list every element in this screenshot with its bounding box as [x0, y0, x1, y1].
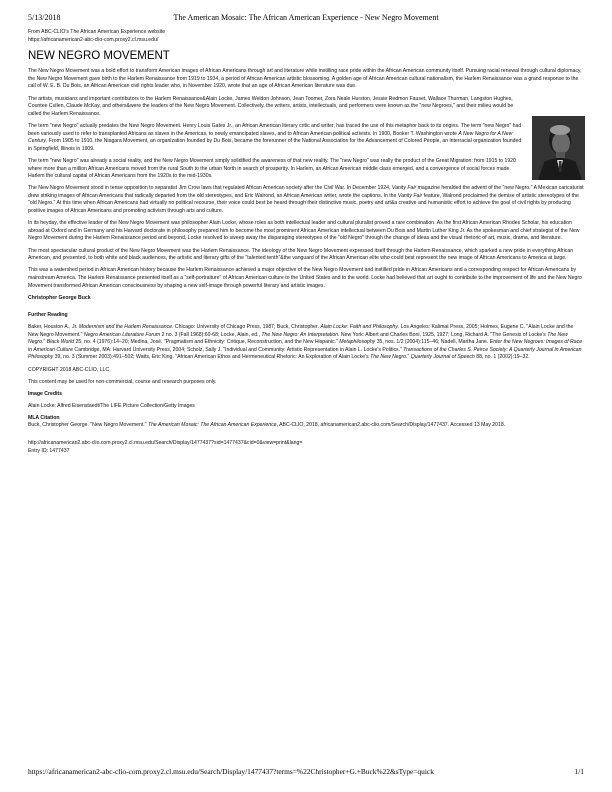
- portrait-image: [532, 116, 585, 180]
- magazine-title: Vanity Fair: [391, 185, 417, 192]
- footer-url: https://africanamerican2-abc-clio-com.proxy2.cl.msu.edu/Search/Display/1477437?terms=%22Christopher+G.+Buck%22&sType=quick: [28, 767, 434, 776]
- print-link-url[interactable]: http://africanamerican2.abc-clio.com.proxy2.cl.msu.edu/Search/Display/1477437?sid=1477437&cid=0&view=print&lang=: [28, 440, 303, 447]
- book-title: A New Negro for A New Century: [28, 130, 513, 145]
- article-paragraph: [28, 123, 585, 153]
- author-name: Christopher George Buck: [28, 294, 91, 301]
- document-body: [28, 29, 585, 456]
- article-paragraph: [28, 185, 585, 215]
- text-run: The term "new Negro" actually predates the New Negro Movement. Henry Louis Gates Jr., an African American literary critic and writer, has traced the use of this metaphor back to its origins. The term "new Negro" had been variously used to refer to transplanted Africans as slaves in the Americas, to newly emancipated slaves, and to African American political activists. In 1900, Booker T. Washington wrote: [28, 122, 522, 137]
- print-footer: [28, 767, 584, 779]
- article-paragraph: This was a watershed period in African American history because the Harlem Renaissance achieved a major objective of the New Negro Movement and instilled pride in African Americans and a corresponding respect for African Americans by mainstream America. The Harlem Renaissance presented itself as a "self-portraiture" of African American culture to the United States and to the world. Locke had believed that art ought to contribute to the improvement of life and the New Negro Movement transformed African American consciousness by shaping a new self-image through powerful literary and artistic images.: [28, 267, 582, 289]
- text-run: feature, Walrond proclaimed the demise of artistic stereotypes of the "old Negro." At this time when African Americans had virtually no political recourse, their voice could best be heard through their distinctive music, poetry and art&a creative and humanistic effort to achieve the goal of civil rights by producing positive images of African Americans and promoting activism through arts and culture.: [28, 192, 579, 215]
- print-header: [28, 13, 584, 25]
- page-number: 1/1: [574, 767, 584, 776]
- further-reading-heading: Further Reading: [28, 312, 68, 319]
- print-date: 5/13/2018: [28, 13, 61, 22]
- magazine-title: Vanity Fair: [397, 192, 423, 199]
- article-title: NEW NEGRO MOVEMENT: [28, 50, 170, 63]
- article-paragraph: The term "new Negro" was already a social reality, and the New Negro Movement simply solidified the awareness of that new reality. The "new Negro" was really the product of the Great Migration: from 1915 to 1920 where more than a million African Americans moved from the rural South to the urban North in search of prosperity. In Harlem, an African American middle class emerged, and a convergence of social forces made Harlem the cultural capital of African Americans from the 1920s to the mid-1930s.: [28, 157, 516, 180]
- article-paragraph: In its heyday, the effective leader of the New Negro Movement was philosopher Alain Locke, whose roles as both intellectual leader and cultural pluralist proved a rare combination. As the first African American Rhodes Scholar, his education abroad at Oxford and in Germany and his Harvard doctorate in philosophy prepared him to become the most prominent African American intellectual between Du Bois and Martin Luther King Jr. As the spokesman and chief strategist of the New Negro Movement during the Harlem Renaissance period and beyond, Locke resolved to sweep away the disparaging stereotypes of the "old Negro" through the change of ideas and the visual rhetoric of art, music, drama, and literature.: [28, 220, 580, 242]
- source-url[interactable]: https://africanamerican2-abc-clio-com.proxy2.cl.msu.edu/: [28, 36, 159, 43]
- alain-locke-photo: [532, 116, 585, 180]
- mla-citation-heading: MLA Citation: [28, 414, 60, 421]
- source-line: From ABC-CLIO's The African American Experience website: [28, 29, 166, 35]
- further-reading-list: Baker, Houston A., Jr. Modernism and the Harlem Renaissance. Chicago: University of Chicago Press, 1987; Buck, Christopher. Alain Locke: Faith and Philosophy. Los Angeles: Kalimat Press, 2005; Holmes, Eugene C. "Alain Locke and the New Negro Movement." Negro American Literature Forum 2 no. 3 (Fall 1968):60-68; Locke, Alain, ed., The New Negro: An Interpretation. New York: Albert and Charles Boni, 1925, 1927; Long, Richard A. "The Genesis of Locke's The New Negro." Black World 25, no. 4 (1976):14–20; Medina, José. "Pragmatism and Ethnicity: Critique, Reconstruction, and the New Hispanic." Metaphilosophy 35, nos. 1/2 (2004):115–46; Nadell, Martha Jane. Enter the New Negroes: Images of Race in American Culture Cambridge, MA: Harvard University Press, 2004; Scholz, Sally J. "Individual and Community: Artistic Representation in Alain L. Locke's Politics." Transactions of the Charles S. Peirce Society: A Quarterly Journal in American Philosophy 39, no. 3 (Summer 2003):491–502; Watts, Eric King. "African American Ethos and Hermeneutical Rhetoric: An Exploration of Alain Locke's The New Negro." Quarterly Journal of Speech 88, no. 1 (2002):19–32.: [28, 323, 583, 361]
- text-run: magazine heralded the advent of the "new Negro." A Mexican caricaturist drew striking images of African Americans that radically departed from the old stereotypes, and Eric Walrond, an African American writer, wrote the captions. In the: [28, 185, 584, 199]
- text-run: . From 1905 to 1910, the Niagara Movement, an organization founded by Du Bois, became the forerunner of the National Association for the Advancement of Colored People, an interracial organization founded in Springfield, Illinois in 1909.: [28, 138, 522, 152]
- image-credits-text: Alain Locke: Alfred Eisenstaedt/The LIFE Picture Collection/Getty Images: [28, 402, 195, 409]
- mla-citation-text: Buck, Christopher George. "New Negro Movement." The American Mosaic: The African American Experience, ABC-CLIO, 2018, africanamerican2.abc-clio.com/Search/Display/1477437. Accessed 13 May 2018.: [28, 422, 506, 429]
- source-info: [28, 29, 585, 44]
- article-paragraph: The New Negro Movement was a bold effort to transform American images of African Americans through art and literature while instilling race pride within the African American community itself. Pursuing racial renewal through cultural diplomacy, the New Negro Movement gave birth to the Harlem Renaissance from 1919 to 1934, a period of African American artistic blossoming. A golden age of African American cultural nationalism, the Harlem Renaissance was a grand response to the call of W. E. B. Du Bois, an African American civil rights leader who, in November 1920, wrote that an age of African American literature was due.: [28, 68, 582, 90]
- print-page-title: The American Mosaic: The African American Experience - New Negro Movement: [173, 13, 439, 22]
- text-run: The New Negro Movement stood in tense opposition to separatist Jim Crow laws that regulated African American society after the Civil War. In December 1924,: [28, 185, 392, 192]
- article-paragraph: The most spectacular cultural product of the New Negro Movement was the Harlem Renaissance. The ideology of the New Negro Movement expressed itself through the Harlem Renaissance, which sparked a new pride in everything African American, and presented, to both white and black audiences, the artistic and literary gifts of the "talented tenth"&the vanguard of the African American elite who could best represent the new image of African Americans to America at large.: [28, 247, 574, 262]
- entry-id: Entry ID: 1477437: [28, 448, 70, 455]
- copyright-notice: COPYRIGHT 2018 ABC-CLIO, LLC: [28, 366, 110, 373]
- image-credits-heading: Image Credits: [28, 390, 62, 397]
- usage-notice: This content may be used for non-commercial, course and research purposes only.: [28, 378, 217, 385]
- article-paragraph: The artists, musicians and important contributors to the Harlem Renaissance&Alain Locke, James Weldon Johnson, Jean Toomer, Zora Neale Hurston, Jessie Redmon Fauset, Wallace Thurman, Langston Hughes, Countee Cullen, Claude McKay, and others&were the leaders of the New Negro Movement. Collectively, the writers, artists, intellectuals, and performers were known as the "new Negroes," and their milieu would be called the Harlem Renaissance.: [28, 95, 514, 117]
